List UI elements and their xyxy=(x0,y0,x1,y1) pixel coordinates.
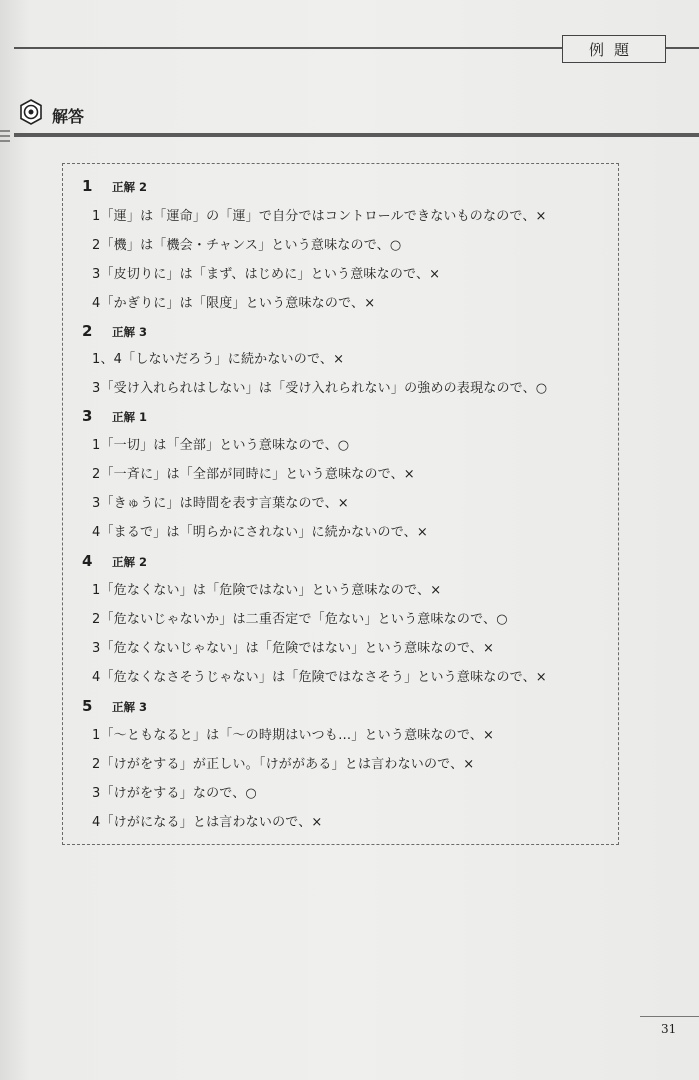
margin-marks xyxy=(0,130,10,152)
section-tag: 例題 xyxy=(562,35,666,63)
correct-answer: 正解 3 xyxy=(112,325,148,339)
explanation-line: 4「けがになる」とは言わないので、× xyxy=(92,815,323,830)
question-header xyxy=(82,407,147,425)
question-number: 1 xyxy=(82,177,93,195)
question-number: 3 xyxy=(82,407,93,425)
explanation-line: 4「危なくなさそうじゃない」は「危険ではなさそう」という意味なので、× xyxy=(92,670,547,685)
explanation-line: 2「危ないじゃないか」は二重否定で「危ない」という意味なので、○ xyxy=(92,612,508,627)
explanation-line: 1「一切」は「全部」という意味なので、○ xyxy=(92,438,350,453)
explanation-line: 3「皮切りに」は「まず、はじめに」という意味なので、× xyxy=(92,267,441,282)
question-header xyxy=(82,697,147,715)
page-title: 解答 xyxy=(52,107,85,126)
explanation-line: 1、4「しないだろう」に続かないので、× xyxy=(92,352,345,367)
explanation-line: 4「まるで」は「明らかにされない」に続かないので、× xyxy=(92,525,428,540)
explanation-line: 3「きゅうに」は時間を表す言葉なので、× xyxy=(92,496,349,511)
answer-icon xyxy=(18,99,44,125)
header-rule xyxy=(14,133,699,137)
explanation-line: 3「危なくないじゃない」は「危険ではない」という意味なので、× xyxy=(92,641,495,656)
explanation-line: 3「受け入れられはしない」は「受け入れられない」の強めの表現なので、○ xyxy=(92,381,548,396)
correct-answer: 正解 3 xyxy=(112,700,148,714)
question-number: 2 xyxy=(82,322,93,340)
question-number: 5 xyxy=(82,697,93,715)
explanation-line: 1「運」は「運命」の「運」で自分ではコントロールできないものなので、× xyxy=(92,209,547,224)
question-header xyxy=(82,552,147,570)
explanation-line: 4「かぎりに」は「限度」という意味なので、× xyxy=(92,296,376,311)
correct-answer: 正解 2 xyxy=(112,555,148,569)
explanation-line: 2「機」は「機会・チャンス」という意味なので、○ xyxy=(92,238,402,253)
explanation-line: 3「けがをする」なので、○ xyxy=(92,786,257,801)
footer-rule xyxy=(640,1016,699,1017)
explanation-line: 1「危なくない」は「危険ではない」という意味なので、× xyxy=(92,583,442,598)
explanation-line: 1「〜ともなると」は「〜の時期はいつも…」という意味なので、× xyxy=(92,728,495,743)
explanation-line: 2「一斉に」は「全部が同時に」という意味なので、× xyxy=(92,467,415,482)
explanation-line: 2「けがをする」が正しい。「けががある」とは言わないので、× xyxy=(92,757,475,772)
question-number: 4 xyxy=(82,552,93,570)
question-header xyxy=(82,322,147,340)
correct-answer: 正解 2 xyxy=(112,180,148,194)
question-header xyxy=(82,177,147,195)
correct-answer: 正解 1 xyxy=(112,410,148,424)
page-number: 31 xyxy=(661,1022,677,1036)
